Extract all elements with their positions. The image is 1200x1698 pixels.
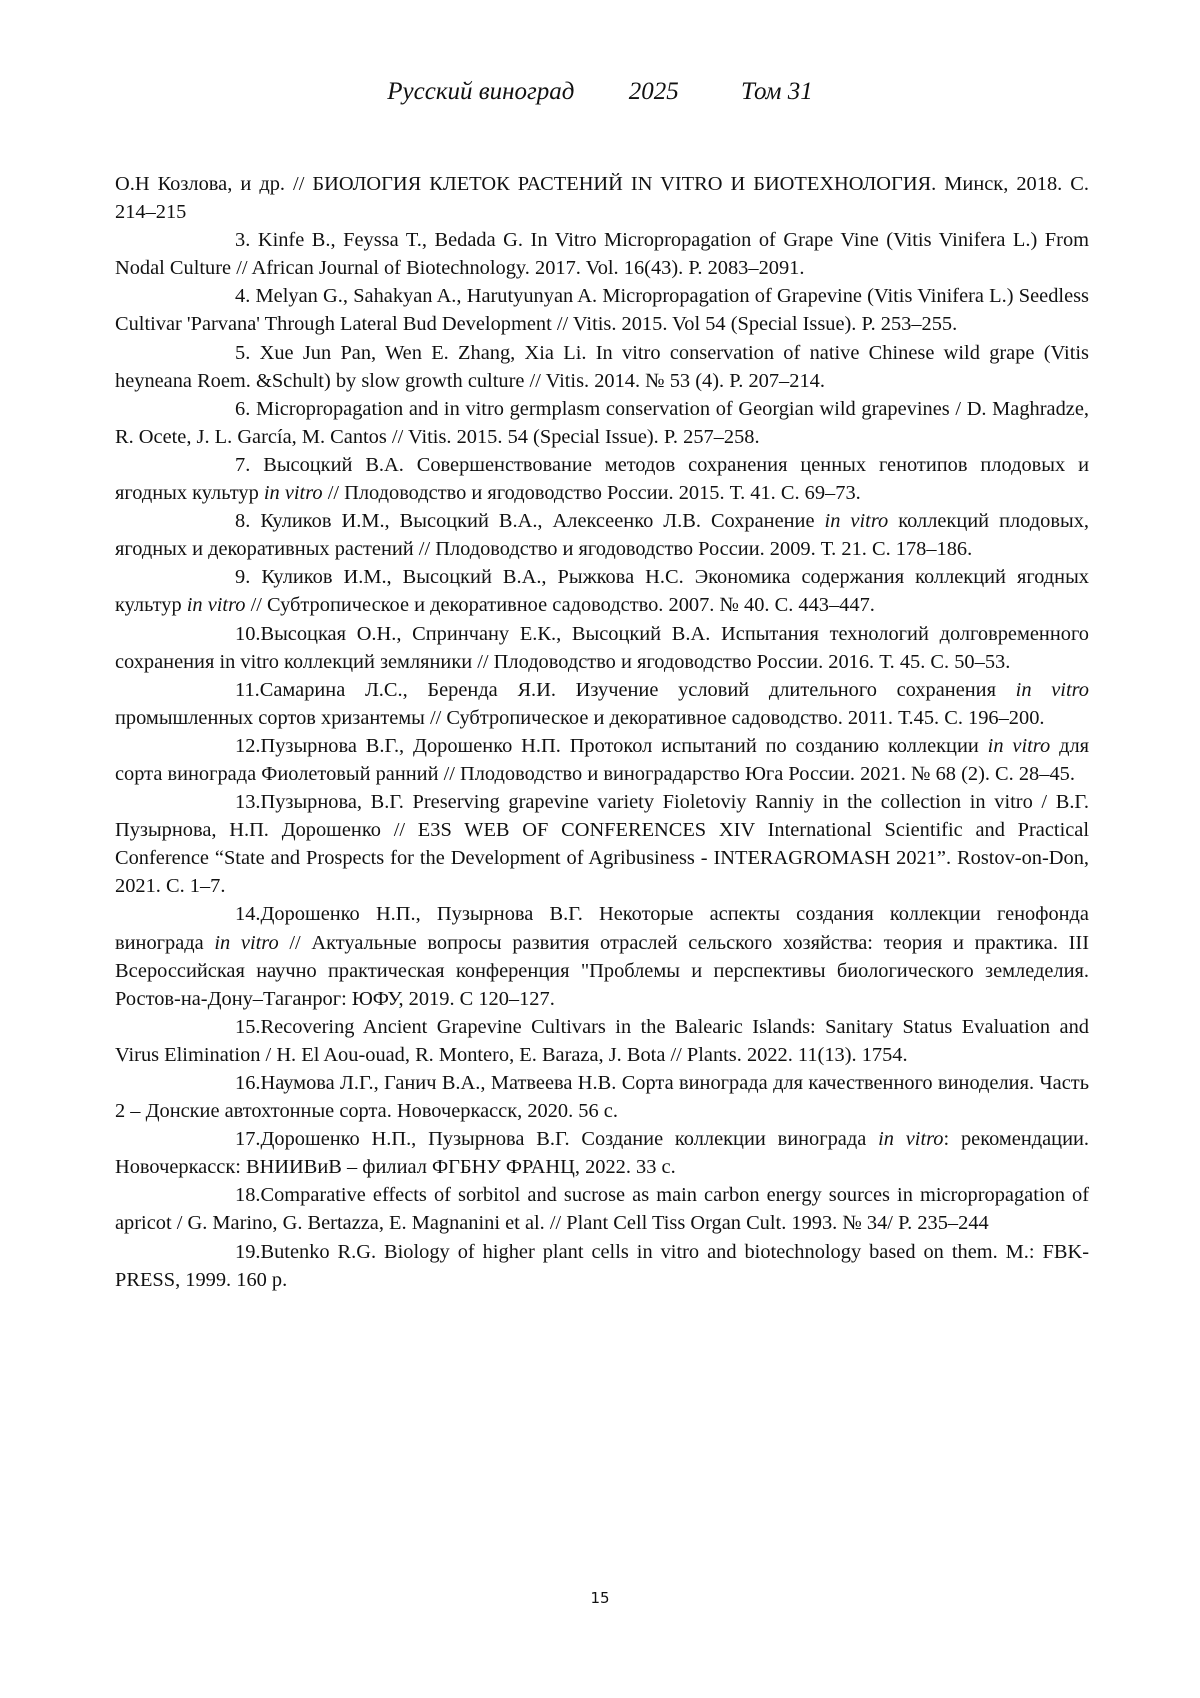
- reference-item: [115, 395, 1089, 451]
- reference-number: 10.: [175, 620, 261, 648]
- reference-text: Пузырнова В.Г., Дорошенко Н.П. Протокол испытаний по созданию коллекции: [261, 735, 988, 757]
- reference-text: Дорошенко Н.П., Пузырнова В.Г. Некоторые аспекты создания коллекции генофонда винограда: [115, 903, 1089, 953]
- reference-text: // Субтропическое и декоративное садоводство. 2007. № 40. С. 443–447.: [245, 594, 874, 616]
- reference-number: 15.: [175, 1013, 261, 1041]
- reference-italic-text: in vitro: [214, 932, 278, 954]
- reference-number: 17.: [175, 1125, 261, 1153]
- reference-italic-text: in vitro: [1016, 679, 1089, 701]
- reference-text: // Актуальные вопросы развития отраслей сельского хозяйства: теория и практика. III Всероссийская научно практическая конференция "Проблемы и перспективы биологического земледелия. Ростов-на-Дону–Таганрог: ЮФУ, 2019. С 120–127.: [115, 932, 1089, 1010]
- reference-number: 11.: [175, 676, 260, 704]
- reference-italic-text: in vitro: [988, 735, 1051, 757]
- reference-item: [115, 1181, 1089, 1237]
- reference-text: Recovering Ancient Grapevine Cultivars in the Balearic Islands: Sanitary Status Evaluation and Virus Elimination / H. El Aou-ouad, R. Montero, E. Baraza, J. Bota // Plants. 2022. 11(13). 1754.: [115, 1016, 1089, 1066]
- reference-number: 9.: [175, 563, 250, 591]
- reference-item: [115, 170, 1089, 226]
- reference-item: [115, 1013, 1089, 1069]
- reference-item: [115, 563, 1089, 619]
- reference-text: коллекций плодовых, ягодных и декоративных растений // Плодоводство и ягодоводство России. 2009. Т. 21. С. 178–186.: [115, 510, 1089, 560]
- reference-item: [115, 1125, 1089, 1181]
- reference-italic-text: in vitro: [825, 510, 889, 532]
- reference-number: 8.: [175, 507, 250, 535]
- reference-text: О.Н Козлова, и др. // БИОЛОГИЯ КЛЕТОК РАСТЕНИЙ IN VITRO И БИОТЕХНОЛОГИЯ. Минск, 2018. С. 214–215: [115, 173, 1089, 223]
- reference-item: [115, 507, 1089, 563]
- page-number: 15: [0, 1588, 1200, 1608]
- reference-text: Высоцкий В.А. Совершенствование методов сохранения ценных генотипов плодовых и ягодных культур: [115, 454, 1089, 504]
- reference-text: Comparative effects of sorbitol and sucrose as main carbon energy sources in micropropagation of apricot / G. Marino, G. Bertazza, E. Magnanini et al. // Plant Cell Tiss Organ Cult. 1993. № 34/ P. 235–244: [115, 1184, 1089, 1234]
- reference-italic-text: in vitro: [187, 594, 246, 616]
- journal-volume: Том 31: [741, 72, 813, 112]
- reference-item: [115, 1238, 1089, 1294]
- reference-number: 12.: [175, 732, 261, 760]
- reference-number: 16.: [175, 1069, 261, 1097]
- reference-item: [115, 732, 1089, 788]
- reference-text: Самарина Л.С., Беренда Я.И. Изучение условий длительного сохранения: [260, 679, 1016, 701]
- reference-item: [115, 451, 1089, 507]
- reference-text: для сорта винограда Фиолетовый ранний // Плодоводство и виноградарство Юга России. 2021. № 68 (2). С. 28–45.: [115, 735, 1089, 785]
- reference-number: 4.: [175, 282, 250, 310]
- reference-list: [115, 170, 1089, 1294]
- reference-item: [115, 620, 1089, 676]
- reference-text: // Плодоводство и ягодоводство России. 2015. Т. 41. С. 69–73.: [323, 482, 861, 504]
- reference-text: Высоцкая О.Н., Спринчану Е.К., Высоцкий В.А. Испытания технологий долговременного сохранения in vitro коллекций земляники // Плодоводство и ягодоводство России. 2016. Т. 45. С. 50–53.: [115, 623, 1089, 673]
- reference-item: [115, 788, 1089, 900]
- reference-item: [115, 282, 1089, 338]
- reference-text: : рекомендации. Новочеркасск: ВНИИВиВ – филиал ФГБНУ ФРАНЦ, 2022. 33 с.: [115, 1128, 1089, 1178]
- reference-number: 13.: [175, 788, 261, 816]
- reference-text: промышленных сортов хризантемы // Субтропическое и декоративное садоводство. 2011. Т.45. С. 196–200.: [115, 707, 1044, 729]
- reference-item: [115, 226, 1089, 282]
- reference-number: 6.: [175, 395, 250, 423]
- reference-text: Micropropagation and in vitro germplasm conservation of Georgian wild grapevines / D. Maghradze, R. Ocete, J. L. García, M. Cantos // Vitis. 2015. 54 (Special Issue). P. 257–258.: [115, 398, 1089, 448]
- reference-item: [115, 1069, 1089, 1125]
- reference-text: Пузырнова, В.Г. Preserving grapevine variety Fioletoviy Ranniy in the collection in vitro / В.Г. Пузырнова, Н.П. Дорошенко // E3S WEB OF CONFERENCES XIV International Scientific and Practical Conference “State and Prospects for the Development of Agribusiness - INTERAGROMASH 2021”. Rostov-on-Don, 2021. С. 1–7.: [115, 791, 1089, 897]
- running-header: [0, 72, 1200, 112]
- journal-year: 2025: [629, 72, 679, 112]
- reference-italic-text: in vitro: [878, 1128, 943, 1150]
- reference-text: Melyan G., Sahakyan A., Harutyunyan A. Micropropagation of Grapevine (Vitis Vinifera L.) Seedless Cultivar 'Parvana' Through Lateral Bud Development // Vitis. 2015. Vol 54 (Special Issue). P. 253–255.: [115, 285, 1089, 335]
- reference-number: 3.: [175, 226, 250, 254]
- reference-text: Kinfe B., Feyssa T., Bedada G. In Vitro Micropropagation of Grape Vine (Vitis Vinifera L.) From Nodal Culture // African Journal of Biotechnology. 2017. Vol. 16(43). P. 2083–2091.: [115, 229, 1089, 279]
- reference-text: Xue Jun Pan, Wen E. Zhang, Xia Li. In vitro conservation of native Chinese wild grape (Vitis heyneana Roem. &Schult) by slow growth culture // Vitis. 2014. № 53 (4). P. 207–214.: [115, 342, 1089, 392]
- reference-item: [115, 676, 1089, 732]
- reference-number: 19.: [175, 1238, 261, 1266]
- reference-text: Куликов И.М., Высоцкий В.А., Рыжкова Н.С. Экономика содержания коллекций ягодных культур: [115, 566, 1089, 616]
- reference-number: 5.: [175, 339, 250, 367]
- reference-text: Куликов И.М., Высоцкий В.А., Алексеенко Л.В. Сохранение: [260, 510, 824, 532]
- reference-number: 14.: [175, 900, 261, 928]
- reference-italic-text: in vitro: [264, 482, 323, 504]
- reference-text: Дорошенко Н.П., Пузырнова В.Г. Создание коллекции винограда: [261, 1128, 879, 1150]
- reference-text: Butenko R.G. Biology of higher plant cells in vitro and biotechnology based on them. M.: FBK-PRESS, 1999. 160 p.: [115, 1241, 1089, 1291]
- reference-item: [115, 900, 1089, 1012]
- reference-number: 7.: [175, 451, 250, 479]
- reference-number: 18.: [175, 1181, 261, 1209]
- reference-item: [115, 339, 1089, 395]
- reference-text: Наумова Л.Г., Ганич В.А., Матвеева Н.В. Сорта винограда для качественного виноделия. Часть 2 – Донские автохтонные сорта. Новочеркасск, 2020. 56 с.: [115, 1072, 1089, 1122]
- journal-title: Русский виноград: [387, 72, 574, 112]
